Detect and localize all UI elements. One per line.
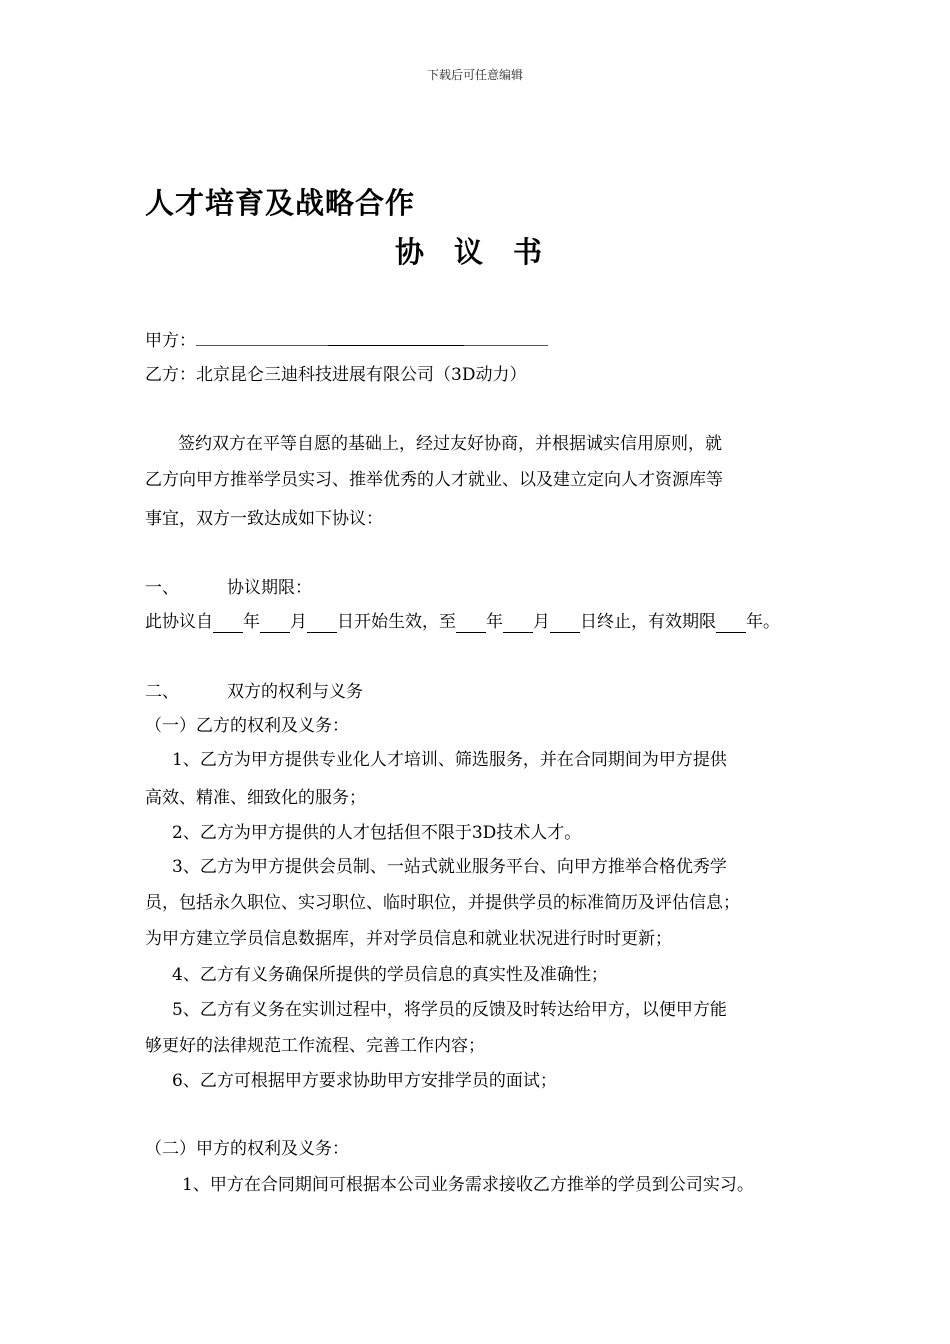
section1-title: 协议期限： xyxy=(227,578,312,598)
term-year-label-2: 年 xyxy=(486,612,503,632)
section1-number: 一、 xyxy=(145,578,179,598)
term-year-label: 年 xyxy=(243,612,260,632)
start-day-blank xyxy=(307,612,337,633)
end-year-blank xyxy=(456,612,486,633)
page-header-note: 下载后可任意编辑 xyxy=(426,68,523,82)
b-item-3-line1: 3、乙方为甲方提供会员制、一站式就业服务平台、向甲方推举合格优秀学 xyxy=(172,857,727,877)
end-day-blank xyxy=(550,612,580,633)
term-month-label: 月 xyxy=(290,612,307,632)
term-month-label-2: 月 xyxy=(533,612,550,632)
section2-heading xyxy=(145,677,363,702)
document-title-line1: 人才培育及战略合作 xyxy=(145,186,416,220)
duration-blank xyxy=(716,612,746,633)
preamble-line-3: 事宜，双方一致达成如下协议： xyxy=(145,509,383,529)
term-start-text: 日开始生效，至 xyxy=(337,612,456,632)
a-item-1: 1、甲方在合同期间可根据本公司业务需求接收乙方推举的学员到公司实习。 xyxy=(182,1175,754,1195)
term-end-text: 日终止，有效期限 xyxy=(580,612,716,632)
party-b-line: 乙方：北京昆仑三迪科技进展有限公司（3D动力） xyxy=(145,365,527,385)
b-item-5-line1: 5、乙方有义务在实训过程中，将学员的反馈及时转达给甲方，以便甲方能 xyxy=(172,1000,727,1020)
b-item-6: 6、乙方可根据甲方要求协助甲方安排学员的面试； xyxy=(172,1071,557,1091)
term-duration-label: 年。 xyxy=(746,612,780,632)
term-line xyxy=(145,607,780,633)
b-item-5-line2: 够更好的法律规范工作流程、完善工作内容； xyxy=(145,1036,485,1056)
b-item-4: 4、乙方有义务确保所提供的学员信息的真实性及准确性； xyxy=(172,965,608,985)
subsection-a-heading: （二）甲方的权利及义务： xyxy=(145,1139,349,1159)
section1-heading xyxy=(145,573,312,598)
b-item-2: 2、乙方为甲方提供的人才包括但不限于3D技术人才。 xyxy=(172,823,582,843)
b-item-3-line3: 为甲方建立学员信息数据库，并对学员信息和就业状况进行时时更新； xyxy=(145,929,672,949)
start-month-blank xyxy=(260,612,290,633)
section2-number: 二、 xyxy=(145,682,179,702)
b-item-1-line2: 高效、精准、细致化的服务； xyxy=(145,788,366,808)
section2-title: 双方的权利与义务 xyxy=(227,682,363,702)
party-a-label: 甲方： xyxy=(145,331,196,351)
document-title-line2: 协议书 xyxy=(395,235,573,269)
start-year-blank xyxy=(213,612,243,633)
subsection-b-heading: （一）乙方的权利及义务： xyxy=(145,716,349,736)
term-text-start: 此协议自 xyxy=(145,612,213,632)
preamble-line-2: 乙方向甲方推举学员实习、推举优秀的人才就业、以及建立定向人才资源库等 xyxy=(145,470,723,490)
party-a-line xyxy=(145,326,548,351)
preamble-line-1: 签约双方在平等自愿的基础上，经过友好协商，并根据诚实信用原则，就 xyxy=(178,434,722,454)
b-item-3-line2: 员，包括永久职位、实习职位、临时职位，并提供学员的标准简历及评估信息； xyxy=(145,893,740,913)
b-item-1-line1: 1、乙方为甲方提供专业化人才培训、筛选服务，并在合同期间为甲方提供 xyxy=(172,750,727,770)
party-a-blank xyxy=(196,331,548,346)
end-month-blank xyxy=(503,612,533,633)
